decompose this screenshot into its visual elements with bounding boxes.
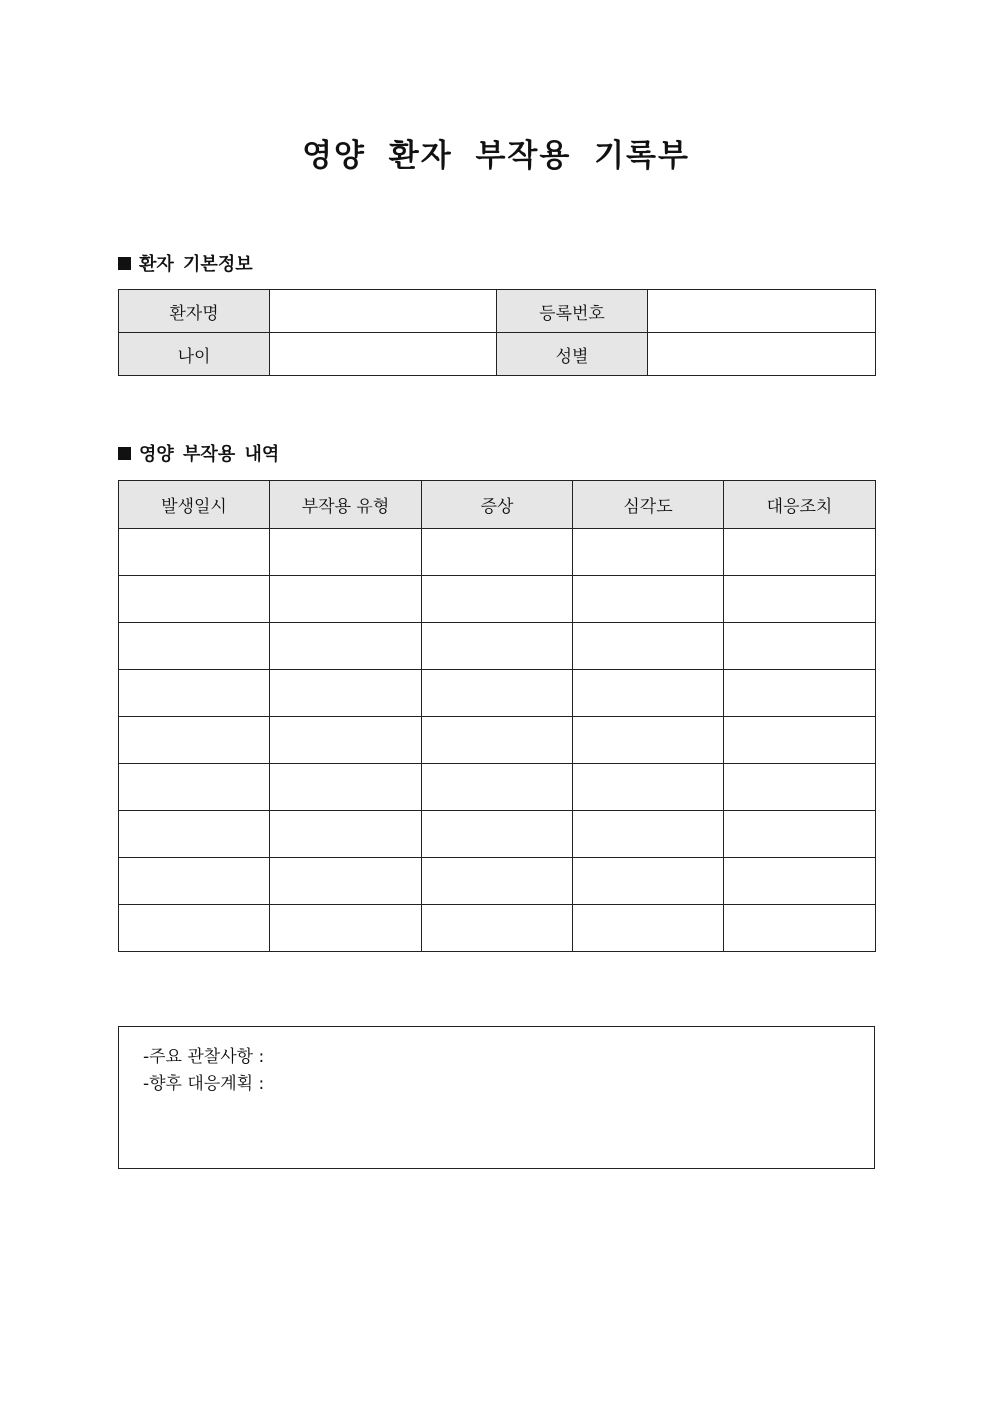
adverse-events-table [118,480,876,952]
patient-info-heading [118,253,253,277]
action-taken-cell[interactable] [724,811,876,858]
reaction-type-cell[interactable] [270,623,422,670]
reaction-type-cell[interactable] [270,858,422,905]
onset-datetime-cell[interactable] [119,764,270,811]
severity-cell[interactable] [573,623,724,670]
action-taken-cell[interactable] [724,576,876,623]
sex-label: 성별 [497,333,648,376]
severity-cell[interactable] [573,858,724,905]
column-header-severity: 심각도 [573,481,724,529]
symptoms-cell[interactable] [422,623,573,670]
symptoms-cell[interactable] [422,576,573,623]
action-taken-cell[interactable] [724,717,876,764]
patient-name-field[interactable] [270,290,497,333]
action-taken-cell[interactable] [724,529,876,576]
follow-up-plan-label[interactable]: -향후 대응계획 : [143,1074,265,1094]
registration-number-label: 등록번호 [497,290,648,333]
onset-datetime-cell[interactable] [119,858,270,905]
reaction-type-cell[interactable] [270,717,422,764]
symptoms-cell[interactable] [422,905,573,952]
symptoms-cell[interactable] [422,764,573,811]
patient-info-heading-text: 환자 기본정보 [139,254,253,275]
symptoms-cell[interactable] [422,717,573,764]
reaction-type-cell[interactable] [270,905,422,952]
action-taken-cell[interactable] [724,623,876,670]
table-row [119,811,876,858]
patient-info-table [118,289,876,376]
document-title: 영양 환자 부작용 기록부 [302,138,690,174]
reaction-type-cell[interactable] [270,811,422,858]
reaction-type-cell[interactable] [270,764,422,811]
severity-cell[interactable] [573,529,724,576]
observation-notes-label[interactable]: -주요 관찰사항 : [143,1047,265,1067]
column-header-onset-datetime: 발생일시 [119,481,270,529]
registration-number-field[interactable] [648,290,876,333]
table-row [119,670,876,717]
reaction-type-cell[interactable] [270,576,422,623]
adverse-events-heading-text: 영양 부작용 내역 [139,444,280,465]
table-row [119,333,876,376]
severity-cell[interactable] [573,905,724,952]
severity-cell[interactable] [573,576,724,623]
patient-name-label: 환자명 [119,290,270,333]
onset-datetime-cell[interactable] [119,529,270,576]
table-row [119,290,876,333]
severity-cell[interactable] [573,811,724,858]
onset-datetime-cell[interactable] [119,670,270,717]
table-row [119,576,876,623]
severity-cell[interactable] [573,764,724,811]
severity-cell[interactable] [573,717,724,764]
table-row [119,764,876,811]
action-taken-cell[interactable] [724,764,876,811]
symptoms-cell[interactable] [422,529,573,576]
onset-datetime-cell[interactable] [119,905,270,952]
reaction-type-cell[interactable] [270,529,422,576]
square-bullet-icon [118,447,131,460]
column-header-reaction-type: 부작용 유형 [270,481,422,529]
table-row [119,623,876,670]
column-header-action-taken: 대응조치 [724,481,876,529]
reaction-type-cell[interactable] [270,670,422,717]
notes-box [118,1026,875,1169]
sex-field[interactable] [648,333,876,376]
action-taken-cell[interactable] [724,858,876,905]
onset-datetime-cell[interactable] [119,811,270,858]
action-taken-cell[interactable] [724,905,876,952]
table-header-row [119,481,876,529]
table-row [119,529,876,576]
action-taken-cell[interactable] [724,670,876,717]
square-bullet-icon [118,257,131,270]
table-row [119,858,876,905]
table-row [119,717,876,764]
age-label: 나이 [119,333,270,376]
onset-datetime-cell[interactable] [119,623,270,670]
symptoms-cell[interactable] [422,858,573,905]
severity-cell[interactable] [573,670,724,717]
symptoms-cell[interactable] [422,670,573,717]
column-header-symptoms: 증상 [422,481,573,529]
onset-datetime-cell[interactable] [119,576,270,623]
adverse-events-heading [118,443,279,467]
age-field[interactable] [270,333,497,376]
symptoms-cell[interactable] [422,811,573,858]
onset-datetime-cell[interactable] [119,717,270,764]
table-row [119,905,876,952]
